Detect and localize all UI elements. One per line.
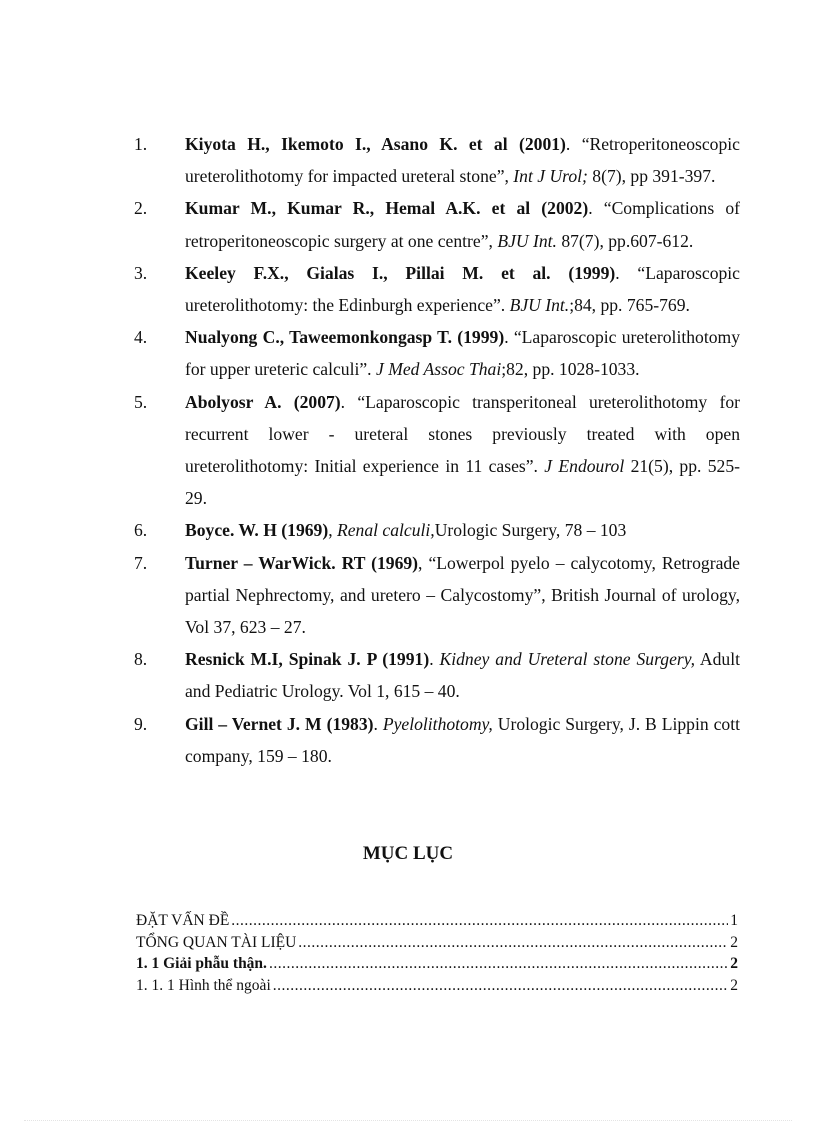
reference-number: 4. [134,327,148,348]
reference-source: Int J Urol; [513,166,588,187]
reference-number: 3. [134,262,148,283]
reference-title: . [429,649,440,670]
reference-source: BJU Int. [497,230,557,251]
reference-item [134,643,740,707]
reference-title: . “Laparoscopic ureterolithotomy: the Edinburgh experience”. [185,262,740,316]
reference-title: . “Retroperitoneoscopic ureterolithotomy for impacted ureteral stone”, [185,134,740,187]
reference-authors: Nualyong C., Taweemonkongasp T. (1999) [185,327,505,348]
reference-item [134,321,740,385]
page-bottom-edge [24,1120,792,1121]
reference-authors: Turner – WarWick. RT (1969) [185,552,419,573]
reference-source: Pyelolithotomy, [382,713,493,734]
reference-authors: Boyce. W. H (1969) [185,520,329,541]
reference-authors: Resnick M.I, Spinak J. P (1991) [185,649,430,670]
reference-source: BJU Int. [509,295,570,316]
reference-item [134,386,740,515]
reference-title: . “Laparoscopic transperitoneal ureterolithotomy for recurrent lower - ureteral stones previously treated with open ureterolithotomy: Initial experience in 11 cases”. [185,391,740,477]
reference-source: Kidney and Ureteral stone Surgery, [439,649,695,670]
reference-details: ;84, pp. 765-769. [569,295,690,316]
reference-title: . “Laparoscopic ureterolithotomy for upper ureteric calculi”. [185,327,740,380]
toc-entry-label: ĐẶT VẤN ĐỀ [136,912,230,929]
toc-entry-label: 1. 1. 1 Hình thể ngoài [136,976,271,994]
reference-details: 8(7), pp 391-397. [587,166,716,187]
reference-item [134,514,740,546]
table-of-contents [136,910,738,996]
reference-title: , “Lowerpol pyelo – calycotomy, Retrograde partial Nephrectomy, and uretero – Calycostomy”, British Journal of urology, Vol 37, 623 – 27. [185,552,740,638]
reference-authors: Kumar M., Kumar R., Hemal A.K. et al (2002) [185,198,589,219]
toc-title: MỤC LỤC [362,843,454,864]
toc-entry-page: 2 [730,933,738,951]
toc-entry[interactable] [136,932,738,954]
reference-authors: Keeley F.X., Gialas I., Pillai M. et al. (1999) [185,262,616,283]
reference-number: 8. [134,649,148,670]
toc-leader-dots [298,932,728,954]
toc-entry[interactable] [136,910,738,932]
toc-entry-page: 1 [730,912,738,929]
toc-leader-dots [269,953,728,975]
reference-item [134,257,740,321]
reference-number: 5. [134,391,148,412]
reference-title: . [373,713,383,734]
reference-details: Urologic Surgery, J. B Lippin cott company, 159 – 180. [185,713,741,766]
reference-item [134,128,740,192]
reference-source: J Med Assoc Thai [375,359,502,380]
reference-item [134,708,740,772]
reference-authors: Kiyota H., Ikemoto I., Asano K. et al (2001) [185,134,566,154]
reference-number: 9. [134,713,148,734]
toc-leader-dots [273,975,729,997]
toc-entry-page: 2 [730,976,738,994]
reference-number: 7. [134,552,148,573]
reference-number: 2. [134,198,148,219]
toc-entry-label: TỔNG QUAN TÀI LIỆU [136,933,297,951]
toc-entry[interactable] [136,953,738,975]
reference-source: J Endourol [544,456,625,477]
reference-item [134,547,740,644]
reference-details: ;82, pp. 1028-1033. [501,359,640,380]
reference-title: . “Complications of retroperitoneoscopic surgery at one centre”, [185,198,740,251]
toc-entry-page: 2 [730,955,738,972]
reference-number: 1. [134,134,148,154]
reference-details: Urologic Surgery, 78 – 103 [434,520,627,541]
reference-details: 87(7), pp.607-612. [556,230,694,251]
toc-leader-dots [231,910,728,932]
reference-number: 6. [134,520,148,541]
reference-source: Renal calculi, [337,520,435,541]
reference-title: , [328,520,337,541]
toc-entry[interactable] [136,975,738,997]
toc-entry-label: 1. 1 Giải phẫu thận. [136,955,267,972]
reference-item [134,192,740,256]
reference-authors: Abolyosr A. (2007) [185,391,341,412]
reference-details: 21(5), pp. 525-29. [185,456,740,509]
reference-details: Adult and Pediatric Urology. Vol 1, 615 – 40. [185,649,741,702]
reference-list [134,128,740,772]
reference-authors: Gill – Vernet J. M (1983) [185,713,374,734]
